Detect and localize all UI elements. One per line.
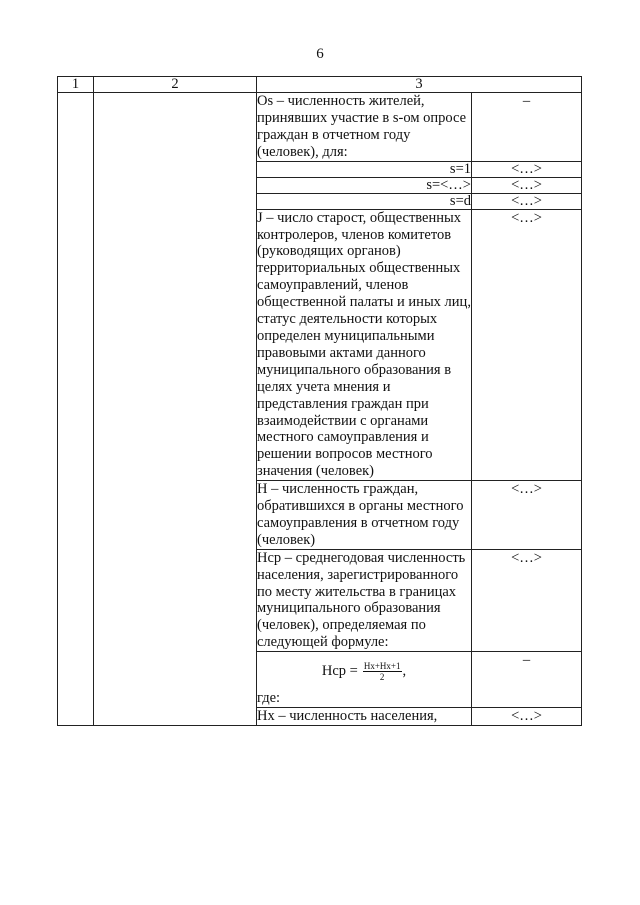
formula-cell: [257, 652, 472, 708]
row-value: <…>: [472, 549, 582, 651]
header-col-1: 1: [58, 77, 94, 93]
row-desc: s=<…>: [257, 177, 472, 193]
indicator-table: [57, 76, 582, 726]
col-2-cell: [94, 93, 257, 726]
formula-fraction: [363, 661, 402, 682]
row-value: <…>: [472, 161, 582, 177]
row-value: <…>: [472, 177, 582, 193]
header-col-2: 2: [94, 77, 257, 93]
row-desc: Os – численность жителей, принявших участие в s-ом опросе граждан в отчетном году (человек), для:: [257, 93, 472, 162]
row-value: <…>: [472, 193, 582, 209]
formula-denominator: 2: [379, 671, 385, 682]
row-value: –: [472, 652, 582, 708]
row-value: <…>: [472, 209, 582, 481]
page-number: 6: [316, 46, 324, 62]
formula-lhs: Нср =: [321, 662, 358, 679]
col-1-cell: [58, 93, 94, 726]
formula-numerator: Нx+Нx+1: [363, 660, 401, 671]
row-desc: где:: [257, 690, 281, 707]
row-desc: s=d: [257, 193, 472, 209]
header-col-3: 3: [257, 77, 582, 93]
row-desc: Н – численность граждан, обратившихся в органы местного самоуправления в отчетном году (человек): [257, 481, 472, 550]
row-desc: J – число старост, общественных контролеров, членов комитетов (руководящих органов) территориальных общественных самоуправлений, членов общественной палаты и иных лиц, статус деятельности которых определен муниципальными правовыми актами данного муниципального образования в целях учета мнения и представления граждан при взаимодействии с органами местного самоуправления и решении вопросов местного значения (человек): [257, 209, 471, 480]
row-desc: Нx – численность населения,: [257, 708, 472, 726]
row-value: <…>: [472, 708, 582, 726]
row-value: <…>: [472, 481, 582, 550]
table-row: [58, 93, 582, 162]
formula-tail: ,: [402, 662, 407, 679]
header-row: [58, 77, 582, 93]
row-desc: s=1: [257, 161, 472, 177]
row-desc: Нср – среднегодовая численность населения, зарегистрированного по месту жительства в границах муниципального образования (человек), определяемая по следующей формуле:: [257, 549, 472, 651]
row-value: –: [472, 93, 582, 162]
average-population-formula: [257, 656, 471, 686]
